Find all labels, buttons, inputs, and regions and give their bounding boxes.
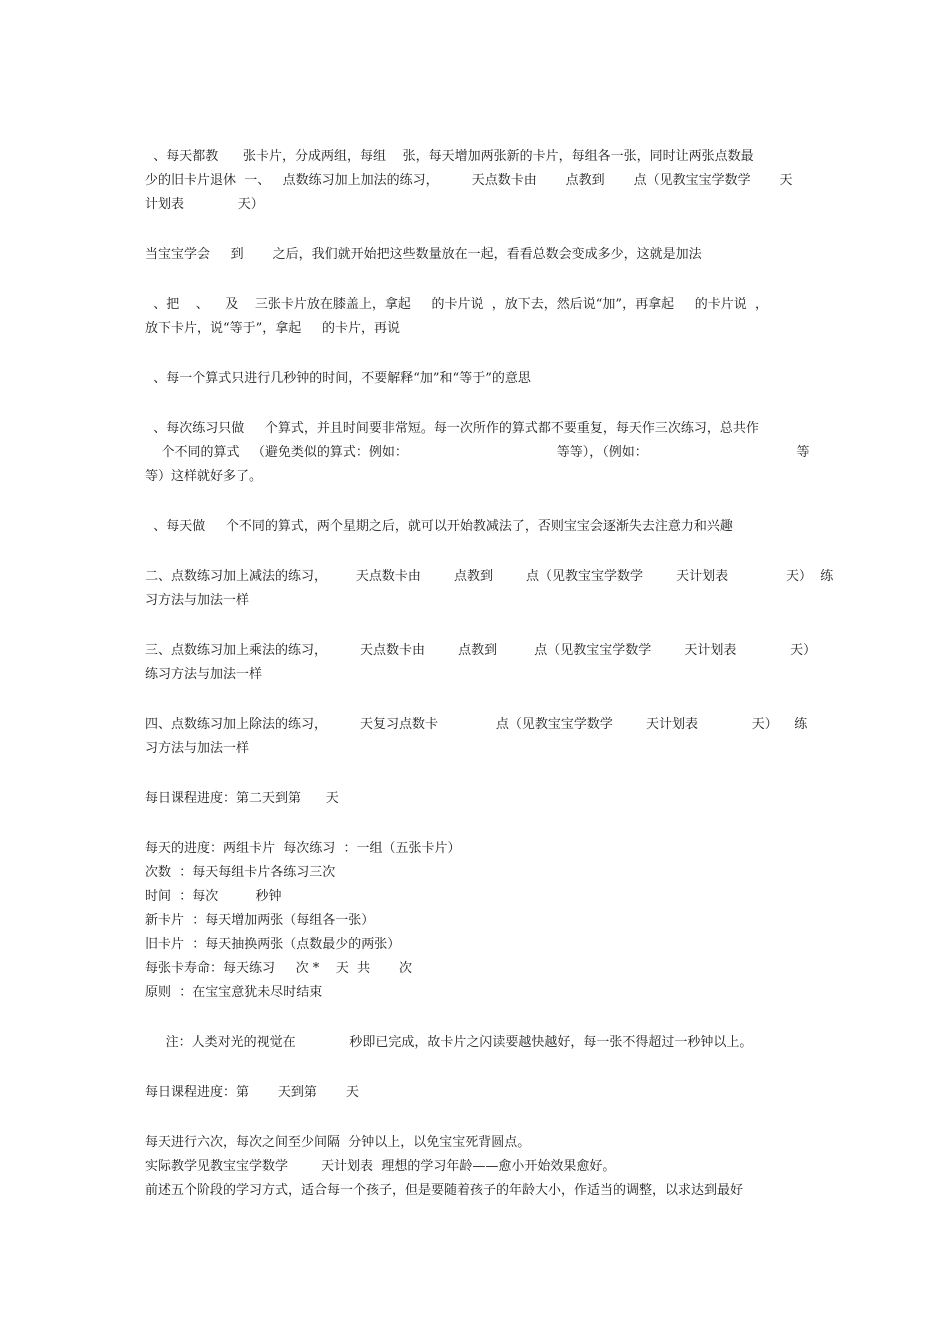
text-line: 、把 、 及 三张卡片放在膝盖上，拿起 的卡片说 ，放下去，然后说“加”，再拿起 的卡片说 ， (145, 297, 768, 312)
paragraph-4 (145, 367, 810, 391)
document-body (145, 145, 834, 1203)
paragraph-final (145, 1131, 810, 1203)
text-line: 二、点数练习加上减法的练习， 天点数卡由 点教到 点（见教宝宝学数学 天计划表 天） 练 (145, 569, 834, 584)
text-line: 实际教学见教宝宝学数学 天计划表 理想的学习年龄——愈小开始效果愈好。 (145, 1159, 616, 1174)
paragraph-schedule-heading (145, 787, 810, 811)
text-line: 练习方法与加法一样 (145, 667, 263, 682)
paragraph-3 (145, 293, 810, 341)
text-line: 每天进行六次，每次之间至少间隔 分钟以上，以免宝宝死背圆点。 (145, 1135, 531, 1150)
text-line: 前述五个阶段的学习方式，适合每一个孩子，但是要随着孩子的年龄大小，作适当的调整，以求达到最好 (145, 1183, 744, 1198)
text-line: 次数 ：每天每组卡片各练习三次 (145, 865, 336, 880)
text-line: 旧卡片 ：每天抽换两张（点数最少的两张） (145, 937, 401, 952)
text-line: 注：人类对光的视觉在 秒即已完成，故卡片之闪读要越快越好，每一张不得超过一秒钟以上。 (145, 1035, 753, 1050)
paragraph-note (145, 1031, 810, 1055)
text-line: 习方法与加法一样 (145, 741, 250, 756)
text-line: 每张卡寿命：每天练习 次 * 天 共 次 (145, 961, 413, 976)
paragraph-subtraction (145, 565, 834, 613)
text-line: 新卡片 ：每天增加两张（每组各一张） (145, 913, 375, 928)
paragraph-multiplication (145, 639, 817, 687)
paragraph-division (145, 713, 810, 761)
paragraph-schedule-heading-2 (145, 1081, 810, 1105)
text-line: 每日课程进度：第 天到第 天 (145, 1085, 359, 1100)
text-line: 每天的进度：两组卡片 每次练习 ：一组（五张卡片） (145, 841, 461, 856)
text-line: 三、点数练习加上乘法的练习， 天点数卡由 点教到 点（见教宝宝学数学 天计划表 天） (145, 643, 817, 658)
text-line: 少的旧卡片退休 一、 点数练习加上加法的练习， 天点数卡由 点教到 点（见教宝宝学数学 天 (145, 173, 793, 188)
paragraph-schedule-details (145, 837, 810, 1005)
text-line: 习方法与加法一样 (145, 593, 250, 608)
text-line: 等）这样就好多了。 (145, 469, 263, 484)
paragraph-2 (145, 243, 810, 267)
text-line: 、每天做 个不同的算式，两个星期之后，就可以开始教减法了，否则宝宝会逐渐失去注意力和兴趣 (145, 519, 733, 534)
text-line: 当宝宝学会 到 之后，我们就开始把这些数量放在一起，看看总数会变成多少，这就是加法 (145, 247, 702, 262)
paragraph-6 (145, 515, 810, 539)
paragraph-1 (145, 145, 810, 217)
text-line: 、每次练习只做 个算式，并且时间要非常短。每一次所作的算式都不要重复，每天作三次练习，总共作 (145, 421, 759, 436)
text-line: 原则 ：在宝宝意犹未尽时结束 (145, 985, 323, 1000)
text-line: 时间 ：每次 秒钟 (145, 889, 282, 904)
text-line: 每日课程进度：第二天到第 天 (145, 791, 339, 806)
text-line: 四、点数练习加上除法的练习， 天复习点数卡 点（见教宝宝学数学 天计划表 天） 练 (145, 717, 808, 732)
text-line: 、每一个算式只进行几秒钟的时间，不要解释“加”和“等于”的意思 (145, 371, 531, 386)
text-line: 计划表 天） (145, 197, 264, 212)
paragraph-5 (145, 417, 810, 489)
text-line: 个不同的算式 （避免类似的算式：例如： 等等），（例如： 等 (145, 445, 810, 460)
text-line: 、每天都教 张卡片，分成两组，每组 张，每天增加两张新的卡片，每组各一张，同时让两张点数最 (145, 149, 754, 164)
text-line: 放下卡片，说“等于”，拿起 的卡片，再说 (145, 321, 400, 336)
